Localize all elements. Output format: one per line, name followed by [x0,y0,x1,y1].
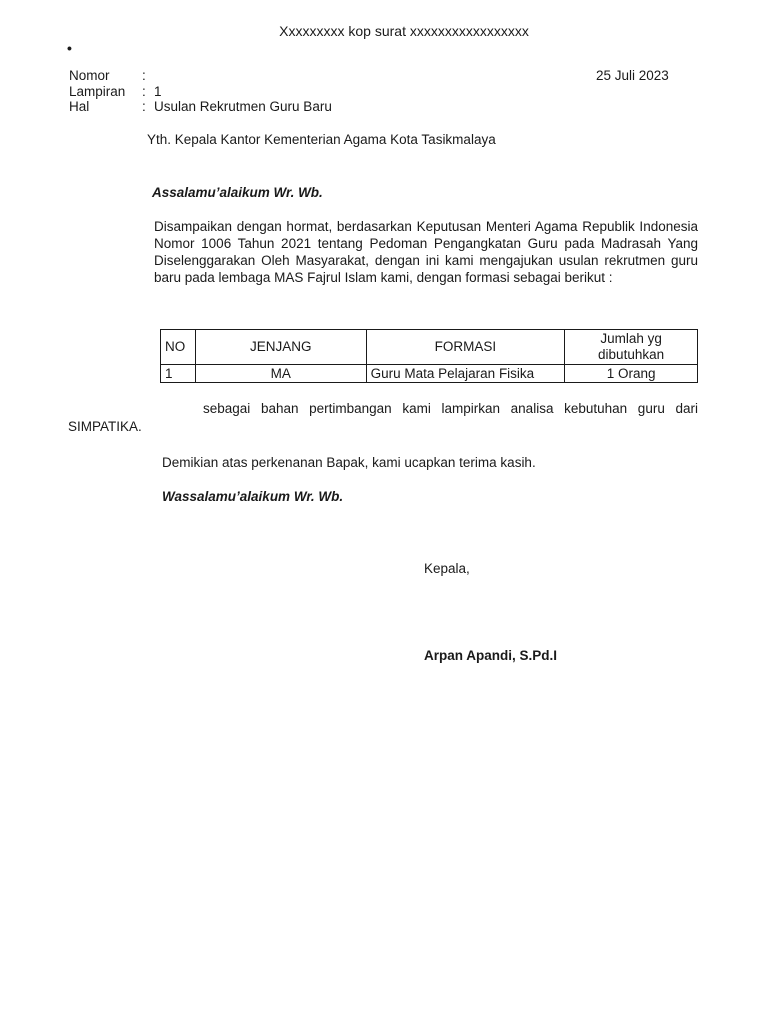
bullet-marker: • [67,40,72,56]
closing-line-2: SIMPATIKA. [68,419,142,434]
header-formasi: FORMASI [366,330,565,365]
letter-date: 25 Juli 2023 [596,68,669,83]
nomor-colon: : [142,68,146,83]
signature-title: Kepala, [424,561,470,576]
header-no: NO [161,330,196,365]
cell-formasi: Guru Mata Pelajaran Fisika [366,365,565,383]
lampiran-label: Lampiran [69,84,126,99]
closing-greeting: Wassalamu’alaikum Wr. Wb. [162,489,344,504]
meta-lampiran [69,84,162,100]
closing-paragraph [68,400,698,436]
meta-hal [69,99,332,115]
letterhead: Xxxxxxxxx kop surat xxxxxxxxxxxxxxxxx [279,23,529,39]
meta-nomor [69,68,154,84]
header-jenjang: JENJANG [195,330,366,365]
hal-label: Hal [69,99,90,114]
table-header-row [161,330,698,365]
signature-name: Arpan Apandi, S.Pd.I [424,648,558,663]
body-paragraph: Disampaikan dengan hormat, berdasarkan Keputusan Menteri Agama Republik Indonesia Nomor 1006 Tahun 2021 tentang Pedoman Pengangkatan Guru pada Madrasah Yang Diselenggarakan Oleh Masyarakat, dengan ini kami mengajukan usulan rekrutmen guru baru pada lembaga MAS Fajrul Islam kami, dengan formasi sebagai berikut : [154,219,698,285]
closing-line-1: sebagai bahan pertimbangan kami lampirkan analisa kebutuhan guru dari [203,401,698,416]
closing-thanks: Demikian atas perkenanan Bapak, kami ucapkan terima kasih. [162,455,536,470]
cell-no: 1 [161,365,196,383]
cell-jenjang: MA [195,365,366,383]
table-row [161,365,698,383]
recipient: Yth. Kepala Kantor Kementerian Agama Kota Tasikmalaya [147,132,496,147]
cell-jumlah: 1 Orang [565,365,698,383]
hal-value: Usulan Rekrutmen Guru Baru [154,99,332,114]
lampiran-value: 1 [154,84,162,99]
header-jumlah: Jumlah yg dibutuhkan [565,330,698,365]
nomor-label: Nomor [69,68,110,83]
lampiran-colon: : [142,84,146,99]
formasi-table [160,329,698,383]
greeting: Assalamu’alaikum Wr. Wb. [152,185,323,200]
hal-colon: : [142,99,146,114]
